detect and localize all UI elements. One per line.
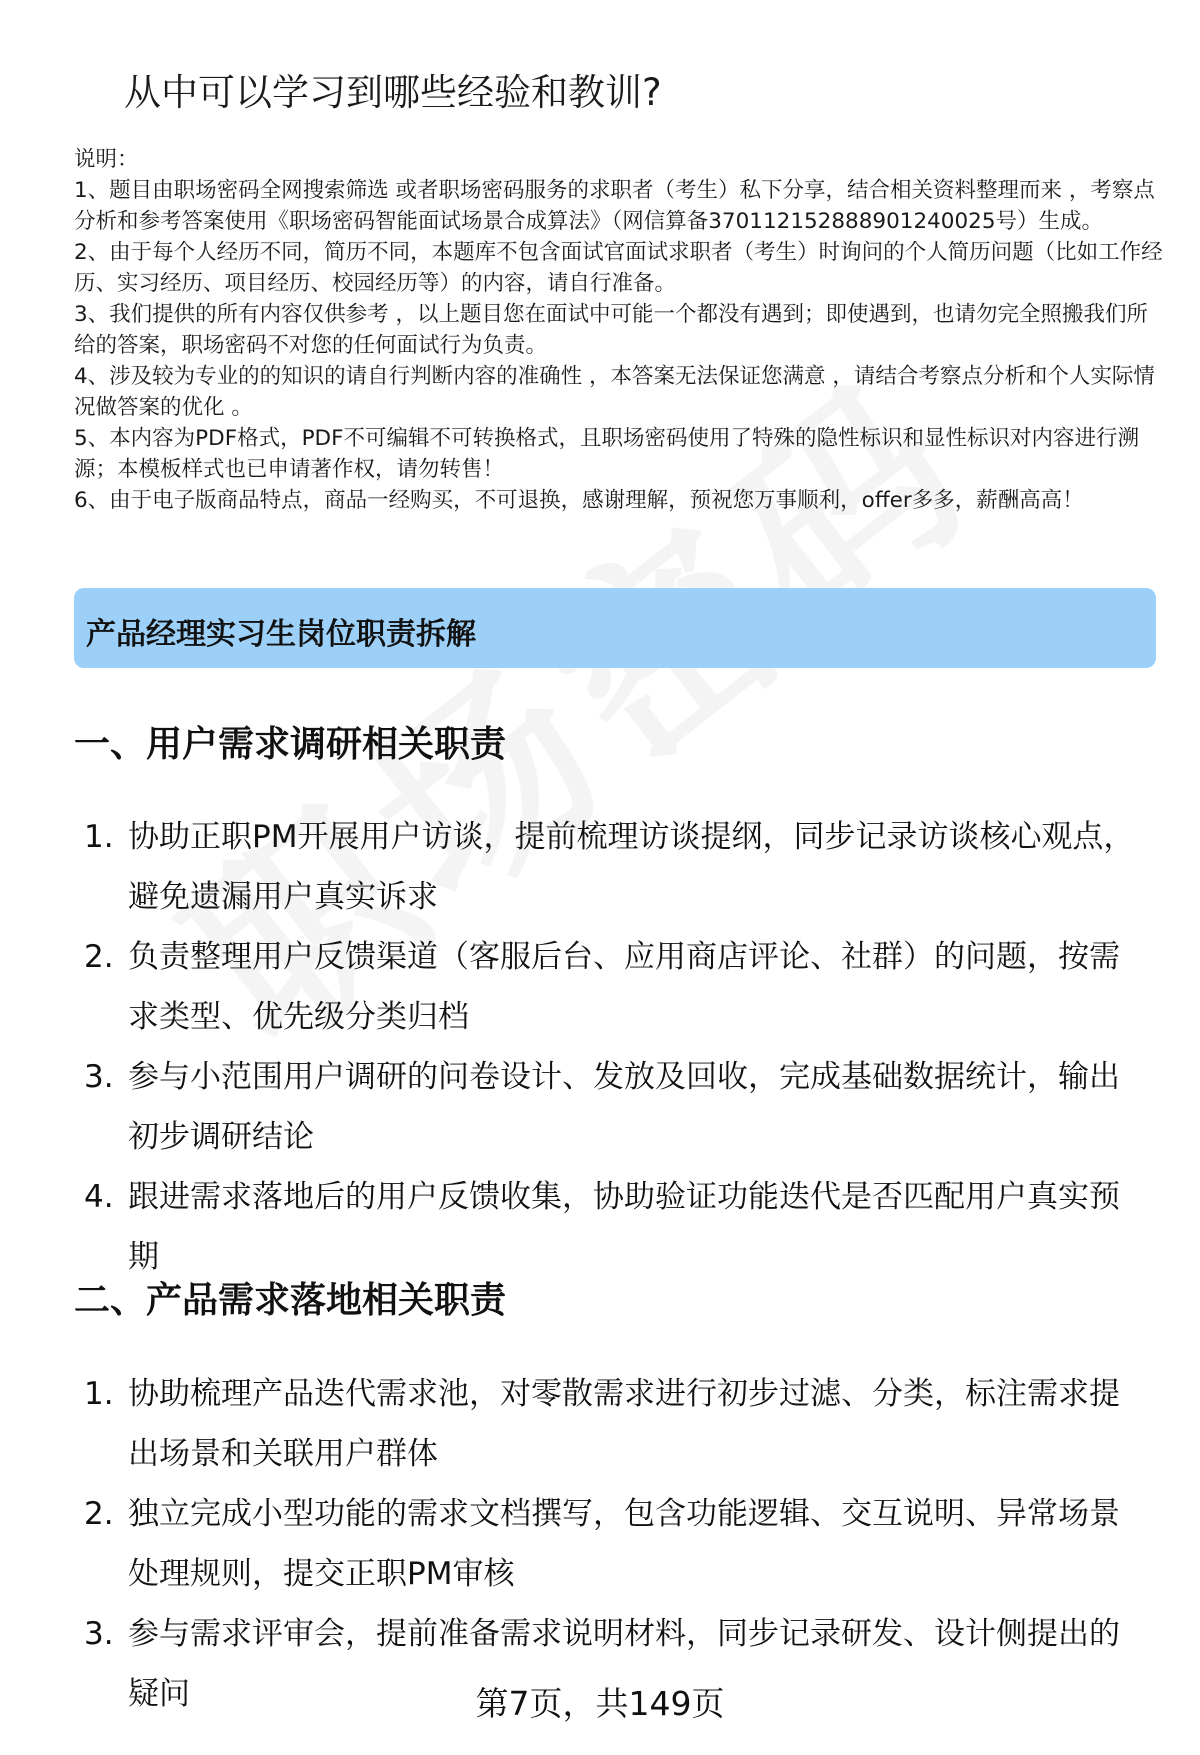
item-text: 参与需求评审会，提前准备需求说明材料，同步记录研发、设计侧提出的疑问 <box>128 1616 1120 1712</box>
item-text: 独立完成小型功能的需求文档撰写，包含功能逻辑、交互说明、异常场景处理规则，提交正职PM审核 <box>128 1496 1120 1592</box>
list-item <box>0 807 1200 927</box>
item-text: 跟进需求落地后的用户反馈收集，协助验证功能迭代是否匹配用户真实预期 <box>128 1179 1120 1275</box>
banner-title: 产品经理实习生岗位职责拆解 <box>86 617 476 652</box>
item-number: 3. <box>84 1059 114 1095</box>
item-number: 2. <box>84 1496 114 1532</box>
list-item <box>0 1364 1200 1484</box>
list-item <box>0 1484 1200 1604</box>
note-item: 2、由于每个人经历不同，简历不同，本题库不包含面试官面试求职者（考生）时询问的个人简历问题（比如工作经历、实习经历、项目经历、校园经历等）的内容，请自行准备。 <box>74 240 1163 296</box>
item-text: 负责整理用户反馈渠道（客服后台、应用商店评论、社群）的问题，按需求类型、优先级分类归档 <box>128 939 1120 1035</box>
page-number: 第7页，共149页 <box>475 1684 725 1723</box>
notes-heading: 说明： <box>74 147 139 172</box>
responsibility-list <box>0 1364 1200 1724</box>
disclaimer-notes <box>74 144 1164 516</box>
item-text: 协助梳理产品迭代需求池，对零散需求进行初步过滤、分类，标注需求提出场景和关联用户群体 <box>128 1376 1120 1472</box>
item-text: 参与小范围用户调研的问卷设计、发放及回收，完成基础数据统计，输出初步调研结论 <box>128 1059 1120 1155</box>
item-number: 4. <box>84 1179 114 1215</box>
responsibility-list <box>0 807 1200 1287</box>
item-number: 1. <box>84 819 114 855</box>
section-heading: 二、产品需求落地相关职责 <box>74 1280 507 1321</box>
note-item: 3、我们提供的所有内容仅供参考 ，以上题目您在面试中可能一个都没有遇到；即使遇到，也请勿完全照搬我们所给的答案，职场密码不对您的任何面试行为负责。 <box>74 302 1149 358</box>
item-number: 3. <box>84 1616 114 1652</box>
item-number: 2. <box>84 939 114 975</box>
list-item <box>0 927 1200 1047</box>
note-item: 1、题目由职场密码全网搜索筛选 或者职场密码服务的求职者（考生）私下分享，结合相关资料整理而来 ，考察点分析和参考答案使用《职场密码智能面试场景合成算法》（网信算备370112152888901240025号）生成。 <box>74 178 1155 234</box>
question-text: 从中可以学习到哪些经验和教训? <box>124 71 662 114</box>
item-number: 1. <box>84 1376 114 1412</box>
section-heading: 一、用户需求调研相关职责 <box>74 724 507 765</box>
section-banner <box>74 588 1156 668</box>
list-item <box>0 1047 1200 1167</box>
note-item: 6、由于电子版商品特点，商品一经购买，不可退换，感谢理解，预祝您万事顺利，offer多多，薪酬高高！ <box>74 488 1084 513</box>
item-text: 协助正职PM开展用户访谈，提前梳理访谈提纲，同步记录访谈核心观点，避免遗漏用户真实诉求 <box>128 819 1135 915</box>
note-item: 4、涉及较为专业的的知识的请自行判断内容的准确性 ，本答案无法保证您满意 ，请结合考察点分析和个人实际情况做答案的优化 。 <box>74 364 1155 420</box>
note-item: 5、本内容为PDF格式，PDF不可编辑不可转换格式，且职场密码使用了特殊的隐性标识和显性标识对内容进行溯源；本模板样式也已申请著作权，请勿转售！ <box>74 426 1139 482</box>
list-item <box>0 1167 1200 1287</box>
